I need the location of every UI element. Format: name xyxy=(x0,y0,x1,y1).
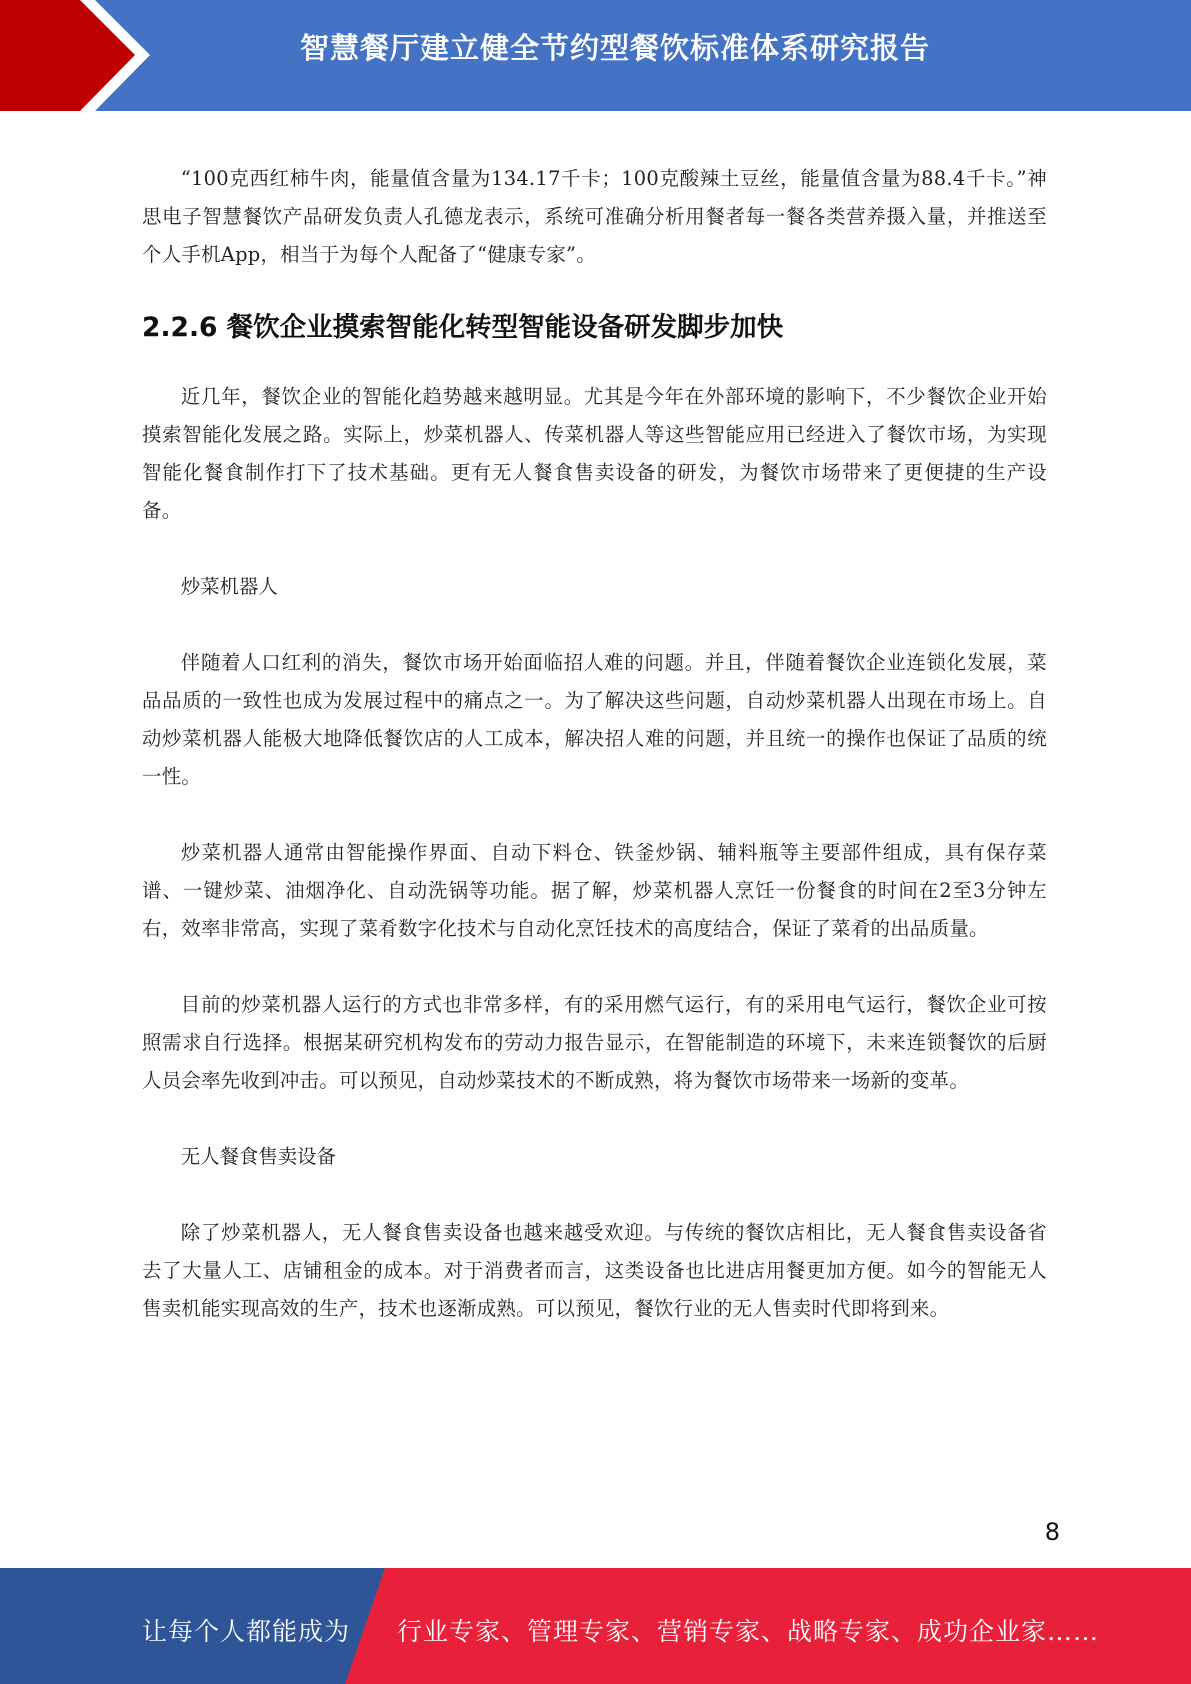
page-footer xyxy=(0,1568,1191,1684)
paragraph-labor-shortage: 伴随着人口红利的消失，餐饮市场开始面临招人难的问题。并且，伴随着餐饮企业连锁化发展，菜品品质的一致性也成为发展过程中的痛点之一。为了解决这些问题，自动炒菜机器人出现在市场上。自动炒菜机器人能极大地降低餐饮店的人工成本，解决招人难的问题，并且统一的操作也保证了品质的统一性。 xyxy=(142,651,1047,788)
page-number: 8 xyxy=(1044,1518,1060,1546)
subheading-cooking-robot: 炒菜机器人 xyxy=(180,575,278,598)
footer-slogan-right: 行业专家、管理专家、营销专家、战略专家、成功企业家…… xyxy=(397,1617,1100,1646)
paragraph-robot-operation: 目前的炒菜机器人运行的方式也非常多样，有的采用燃气运行，有的采用电气运行，餐饮企业可按照需求自行选择。根据某研究机构发布的劳动力报告显示，在智能制造的环境下，未来连锁餐饮的后厨人员会率先收到冲击。可以预见，自动炒菜技术的不断成熟，将为餐饮市场带来一场新的变革。 xyxy=(142,993,1047,1092)
paragraph-nutrition: “100克西红柿牛肉，能量值含量为134.17千卡；100克酸辣土豆丝，能量值含量为88.4千卡。”神思电子智慧餐饮产品研发负责人孔德龙表示，系统可准确分析用餐者每一餐各类营养摄入量，并推送至个人手机App，相当于为每个人配备了“健康专家”。 xyxy=(142,167,1047,266)
paragraph-intelligence-trend: 近几年，餐饮企业的智能化趋势越来越明显。尤其是今年在外部环境的影响下，不少餐饮企业开始摸索智能化发展之路。实际上，炒菜机器人、传菜机器人等这些智能应用已经进入了餐饮市场，为实现智能化餐食制作打下了技术基础。更有无人餐食售卖设备的研发，为餐饮市场带来了更便捷的生产设备。 xyxy=(142,385,1047,522)
footer-slogan-left: 让每个人都能成为 xyxy=(142,1617,351,1646)
page-content xyxy=(142,160,1047,1328)
document-title: 智慧餐厅建立健全节约型餐饮标准体系研究报告 xyxy=(300,31,931,65)
subheading-vending-equipment: 无人餐食售卖设备 xyxy=(180,1145,336,1168)
paragraph-robot-components: 炒菜机器人通常由智能操作界面、自动下料仓、铁釜炒锅、辅料瓶等主要部件组成，具有保存菜谱、一键炒菜、油烟净化、自动洗锅等功能。据了解，炒菜机器人烹饪一份餐食的时间在2至3分钟左右，效率非常高，实现了菜肴数字化技术与自动化烹饪技术的高度结合，保证了菜肴的出品质量。 xyxy=(142,841,1047,940)
paragraph-vending: 除了炒菜机器人，无人餐食售卖设备也越来越受欢迎。与传统的餐饮店相比，无人餐食售卖设备省去了大量人工、店铺租金的成本。对于消费者而言，这类设备也比进店用餐更加方便。如今的智能无人售卖机能实现高效的生产，技术也逐渐成熟。可以预见，餐饮行业的无人售卖时代即将到来。 xyxy=(142,1221,1047,1320)
section-heading: 2.2.6 餐饮企业摸索智能化转型智能设备研发脚步加快 xyxy=(142,312,784,343)
page-header xyxy=(0,0,1191,111)
